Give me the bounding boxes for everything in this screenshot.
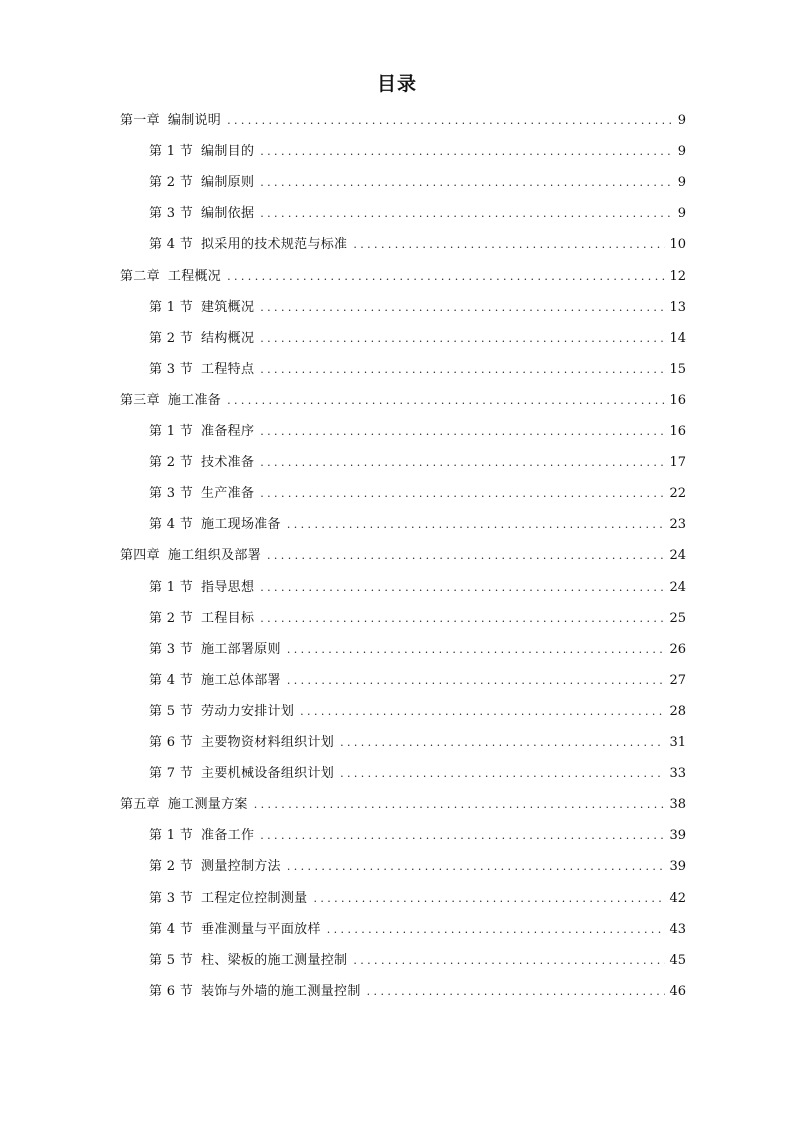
toc-entry-number: 第四章 bbox=[120, 548, 160, 564]
toc-page-number: 9 bbox=[677, 206, 686, 222]
toc-entry-label bbox=[149, 423, 254, 441]
toc-entry-number: 第 3 节 bbox=[149, 641, 194, 657]
toc-entry-text: 施工总体部署 bbox=[201, 672, 281, 688]
toc-section-entry[interactable] bbox=[149, 512, 686, 534]
toc-section-entry[interactable] bbox=[149, 606, 686, 628]
toc-entry-text: 主要物资材料组织计划 bbox=[201, 735, 335, 750]
toc-section-entry[interactable] bbox=[149, 699, 686, 721]
toc-section-entry[interactable] bbox=[149, 668, 686, 690]
toc-dot-leader bbox=[260, 299, 665, 317]
toc-entry-number: 第 1 节 bbox=[149, 299, 194, 315]
toc-page-number: 24 bbox=[669, 579, 686, 595]
toc-section-entry[interactable] bbox=[149, 917, 686, 939]
toc-dot-leader bbox=[260, 827, 665, 845]
toc-entry-text: 结构概况 bbox=[201, 330, 255, 346]
toc-dot-leader bbox=[260, 143, 672, 161]
toc-chapter-entry[interactable] bbox=[120, 543, 686, 565]
toc-page-number: 39 bbox=[669, 828, 686, 844]
toc-dot-leader bbox=[367, 983, 666, 1001]
toc-page-number: 46 bbox=[669, 983, 686, 999]
toc-section-entry[interactable] bbox=[149, 170, 686, 192]
toc-section-entry[interactable] bbox=[149, 481, 686, 503]
toc-entry-number: 第 6 节 bbox=[149, 983, 194, 999]
toc-entry-label bbox=[149, 236, 347, 254]
toc-section-entry[interactable] bbox=[149, 823, 686, 845]
toc-entry-label bbox=[149, 983, 361, 1001]
toc-entry-text: 施工准备 bbox=[167, 392, 222, 408]
toc-dot-leader bbox=[353, 952, 665, 970]
toc-dot-leader bbox=[300, 703, 665, 721]
toc-entry-number: 第 4 节 bbox=[149, 921, 194, 937]
toc-chapter-entry[interactable] bbox=[120, 108, 686, 130]
toc-dot-leader bbox=[227, 392, 665, 410]
toc-section-entry[interactable] bbox=[149, 948, 686, 970]
toc-dot-leader bbox=[227, 112, 672, 130]
toc-entry-number: 第 1 节 bbox=[149, 424, 194, 439]
toc-entry-label bbox=[120, 547, 261, 565]
toc-page-number: 9 bbox=[677, 144, 686, 160]
toc-entry-text: 测量控制方法 bbox=[201, 859, 281, 875]
toc-entry-number: 第 2 节 bbox=[149, 610, 194, 626]
toc-entry-number: 第 1 节 bbox=[149, 828, 194, 844]
toc-entry-number: 第 7 节 bbox=[149, 766, 194, 782]
toc-dot-leader bbox=[260, 330, 665, 348]
toc-page-number: 26 bbox=[669, 641, 686, 657]
toc-dot-leader bbox=[287, 641, 666, 659]
toc-section-entry[interactable] bbox=[149, 139, 686, 161]
toc-entry-number: 第 4 节 bbox=[149, 672, 194, 688]
toc-page-number: 27 bbox=[669, 672, 686, 688]
toc-page-number: 25 bbox=[669, 610, 686, 626]
toc-entry-label bbox=[149, 610, 254, 628]
toc-section-entry[interactable] bbox=[149, 575, 686, 597]
toc-page-number: 33 bbox=[669, 766, 686, 782]
toc-entry-number: 第 2 节 bbox=[149, 859, 194, 875]
toc-entry-text: 准备工作 bbox=[201, 828, 255, 844]
toc-entry-number: 第 4 节 bbox=[149, 237, 194, 253]
toc-entry-number: 第 6 节 bbox=[149, 735, 194, 750]
toc-dot-leader bbox=[260, 205, 672, 223]
toc-dot-leader bbox=[340, 734, 665, 752]
toc-entry-text: 工程目标 bbox=[201, 610, 255, 626]
toc-dot-leader bbox=[254, 796, 666, 814]
toc-dot-leader bbox=[353, 236, 665, 254]
toc-entry-label bbox=[149, 330, 254, 348]
toc-entry-number: 第 3 节 bbox=[149, 361, 194, 377]
toc-entry-number: 第 4 节 bbox=[149, 517, 194, 533]
toc-page-number: 31 bbox=[669, 735, 686, 750]
toc-entry-label bbox=[149, 361, 254, 379]
toc-section-entry[interactable] bbox=[149, 232, 686, 254]
toc-dot-leader bbox=[287, 858, 666, 876]
toc-entry-label bbox=[120, 268, 221, 286]
toc-dot-leader bbox=[267, 547, 665, 565]
toc-page-number: 9 bbox=[677, 175, 686, 191]
toc-entry-label bbox=[120, 112, 221, 130]
toc-entry-label bbox=[149, 765, 334, 783]
toc-entry-text: 装饰与外墙的施工测量控制 bbox=[201, 983, 361, 999]
toc-entry-label bbox=[149, 174, 254, 192]
toc-entry-text: 建筑概况 bbox=[201, 299, 255, 315]
toc-entry-number: 第 2 节 bbox=[149, 175, 194, 191]
toc-section-entry[interactable] bbox=[149, 979, 686, 1001]
toc-entry-text: 编制说明 bbox=[167, 113, 222, 128]
toc-dot-leader bbox=[260, 579, 665, 597]
toc-entry-number: 第 2 节 bbox=[149, 330, 194, 346]
toc-section-entry[interactable] bbox=[149, 326, 686, 348]
toc-entry-label bbox=[149, 734, 334, 752]
toc-section-entry[interactable] bbox=[149, 886, 686, 908]
toc-page-number: 39 bbox=[669, 859, 686, 875]
toc-section-entry[interactable] bbox=[149, 854, 686, 876]
toc-entry-text: 劳动力安排计划 bbox=[201, 703, 295, 719]
toc-section-entry[interactable] bbox=[149, 450, 686, 472]
toc-dot-leader bbox=[287, 516, 666, 534]
toc-page-number: 45 bbox=[669, 952, 686, 968]
toc-entry-label bbox=[149, 703, 294, 721]
toc-entry-text: 准备程序 bbox=[201, 424, 255, 439]
toc-entry-number: 第 1 节 bbox=[149, 579, 194, 595]
toc-section-entry[interactable] bbox=[149, 761, 686, 783]
toc-page-number: 13 bbox=[669, 299, 686, 315]
toc-dot-leader bbox=[260, 174, 672, 192]
toc-entry-text: 工程概况 bbox=[167, 268, 222, 284]
toc-dot-leader bbox=[260, 485, 665, 503]
toc-section-entry[interactable] bbox=[149, 637, 686, 659]
toc-entry-number: 第 3 节 bbox=[149, 486, 194, 502]
toc-entry-label bbox=[149, 516, 281, 534]
toc-page-number: 10 bbox=[669, 237, 686, 253]
toc-entry-text: 工程特点 bbox=[201, 361, 255, 377]
toc-page-number: 15 bbox=[669, 361, 686, 377]
toc-entry-number: 第五章 bbox=[120, 797, 160, 813]
toc-entry-text: 施工现场准备 bbox=[201, 517, 281, 533]
toc-page-number: 17 bbox=[669, 455, 686, 471]
toc-entry-text: 编制依据 bbox=[201, 206, 255, 222]
toc-dot-leader bbox=[260, 610, 665, 628]
toc-entry-label bbox=[149, 143, 254, 161]
toc-entry-text: 柱、梁板的施工测量控制 bbox=[201, 952, 348, 968]
toc-page-number: 16 bbox=[669, 392, 686, 408]
toc-page-number: 43 bbox=[669, 921, 686, 937]
toc-entry-label bbox=[149, 485, 254, 503]
toc-entry-number: 第 5 节 bbox=[149, 703, 194, 719]
toc-entry-text: 编制原则 bbox=[201, 175, 255, 191]
toc-entry-text: 工程定位控制测量 bbox=[201, 890, 308, 906]
toc-page-number: 9 bbox=[677, 113, 686, 128]
toc-entry-label bbox=[149, 205, 254, 223]
toc-dot-leader bbox=[260, 454, 665, 472]
toc-entry-label bbox=[149, 858, 281, 876]
toc-entry-label bbox=[120, 796, 248, 814]
toc-entry-number: 第三章 bbox=[120, 392, 160, 408]
toc-section-entry[interactable] bbox=[149, 295, 686, 317]
toc-page-number: 28 bbox=[669, 703, 686, 719]
toc-page-number: 23 bbox=[669, 517, 686, 533]
toc-entry-label bbox=[149, 952, 347, 970]
toc-entry-number: 第一章 bbox=[120, 113, 160, 128]
toc-dot-leader bbox=[287, 672, 666, 690]
toc-chapter-entry[interactable] bbox=[120, 264, 686, 286]
toc-entry-number: 第 3 节 bbox=[149, 890, 194, 906]
toc-page-number: 12 bbox=[669, 268, 686, 284]
toc-page-number: 14 bbox=[669, 330, 686, 346]
toc-entry-text: 施工部署原则 bbox=[201, 641, 281, 657]
toc-entry-label bbox=[149, 921, 321, 939]
toc-dot-leader bbox=[327, 921, 666, 939]
toc-entry-label bbox=[149, 299, 254, 317]
toc-entry-label bbox=[149, 579, 254, 597]
toc-dot-leader bbox=[260, 361, 665, 379]
toc-page-number: 16 bbox=[669, 424, 686, 439]
toc-dot-leader bbox=[260, 423, 665, 441]
toc-entry-text: 施工测量方案 bbox=[167, 797, 248, 813]
toc-entry-text: 技术准备 bbox=[201, 455, 255, 471]
toc-entry-text: 施工组织及部署 bbox=[167, 548, 262, 564]
toc-page-number: 38 bbox=[669, 797, 686, 813]
toc-entry-label bbox=[149, 454, 254, 472]
toc-entry-text: 垂准测量与平面放样 bbox=[201, 921, 321, 937]
toc-dot-leader bbox=[313, 890, 665, 908]
toc-entry-number: 第 2 节 bbox=[149, 455, 194, 471]
toc-section-entry[interactable] bbox=[149, 357, 686, 379]
toc-entry-number: 第 3 节 bbox=[149, 206, 194, 222]
toc-entry-text: 主要机械设备组织计划 bbox=[201, 766, 335, 782]
toc-section-entry[interactable] bbox=[149, 730, 686, 752]
toc-page-number: 24 bbox=[669, 548, 686, 564]
toc-chapter-entry[interactable] bbox=[120, 792, 686, 814]
toc-entry-label bbox=[149, 641, 281, 659]
toc-title: 目录 bbox=[376, 73, 417, 95]
toc-entry-text: 编制目的 bbox=[201, 144, 255, 160]
toc-section-entry[interactable] bbox=[149, 419, 686, 441]
toc-chapter-entry[interactable] bbox=[120, 388, 686, 410]
toc-entry-label bbox=[149, 890, 307, 908]
toc-dot-leader bbox=[340, 765, 665, 783]
toc-entry-text: 拟采用的技术规范与标准 bbox=[201, 237, 348, 253]
toc-entry-text: 指导思想 bbox=[201, 579, 255, 595]
toc-entry-number: 第 5 节 bbox=[149, 952, 194, 968]
toc-entry-label bbox=[120, 392, 221, 410]
toc-entry-label bbox=[149, 672, 281, 690]
toc-dot-leader bbox=[227, 268, 665, 286]
toc-entry-label bbox=[149, 827, 254, 845]
toc-entry-number: 第 1 节 bbox=[149, 144, 194, 160]
toc-page-number: 22 bbox=[669, 486, 686, 502]
toc-page-number: 42 bbox=[669, 890, 686, 906]
toc-entry-number: 第二章 bbox=[120, 268, 160, 284]
toc-section-entry[interactable] bbox=[149, 201, 686, 223]
toc-entry-text: 生产准备 bbox=[201, 486, 255, 502]
